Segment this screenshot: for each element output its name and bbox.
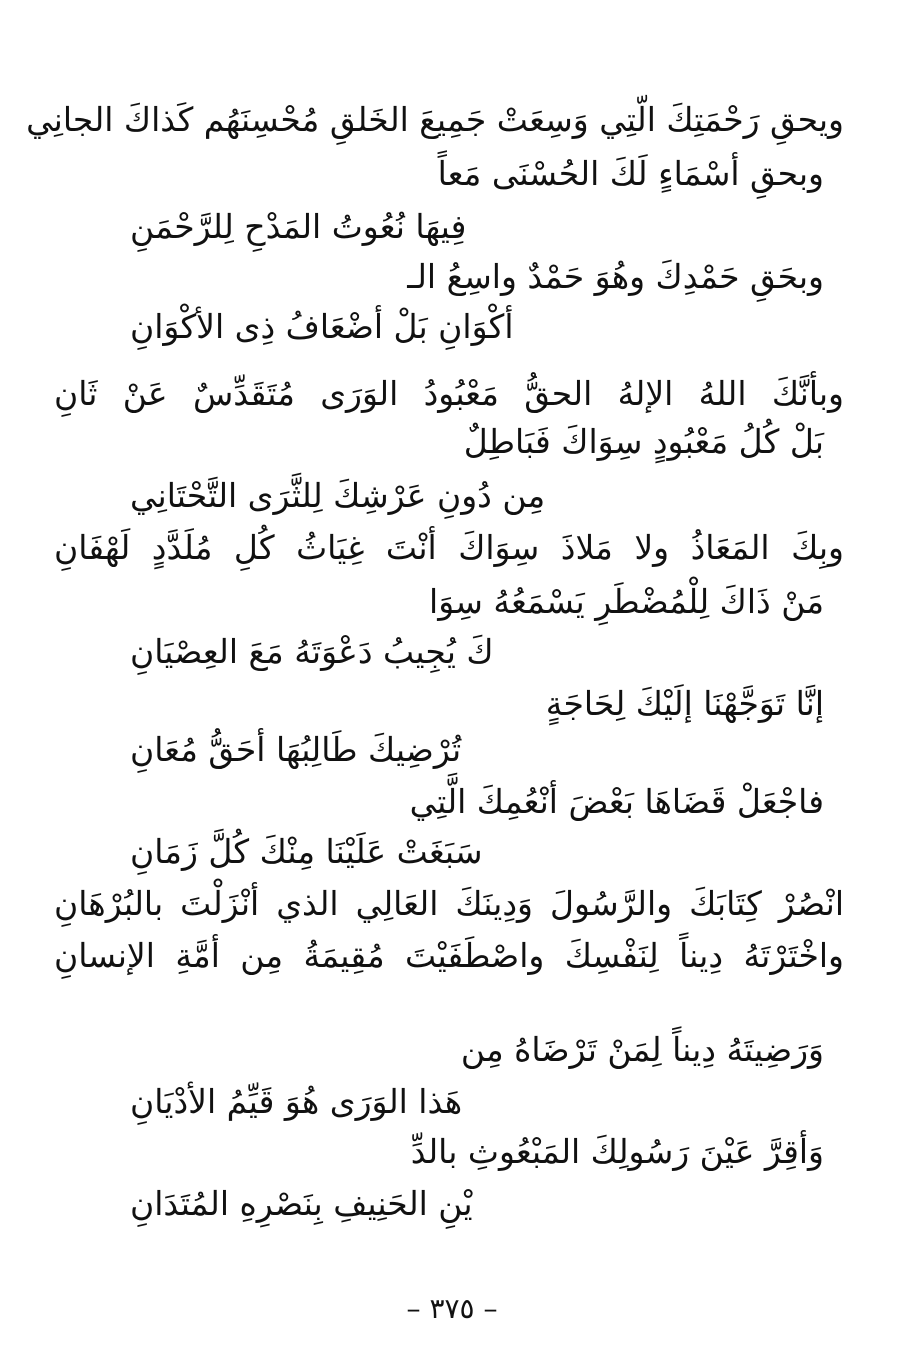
verse-line-5: أكْوَانِ بَلْ أضْعَافُ ذِى الأكْوَانِ — [130, 307, 514, 346]
verse-line-7: بَلْ كُلُ مَعْبُودٍ سِوَاكَ فَبَاطِلٌ — [463, 422, 824, 461]
verse-line-15: سَبَغَتْ عَلَيْنَا مِنْكَ كُلَّ زَمَانِ — [130, 832, 483, 871]
verse-line-13: تُرْضِيكَ طَالِبُهَا أحَقُّ مُعَانِ — [130, 730, 462, 769]
verse-line-6: وبأنَّكَ اللهُ الإلهُ الحقُّ مَعْبُودُ الوَرَى مُتَقَدِّسٌ عَنْ ثَانِ — [54, 374, 844, 413]
verse-line-10: مَنْ ذَاكَ لِلْمُضْطَرِ يَسْمَعُهُ سِوَا — [429, 582, 824, 621]
verse-line-8: مِن دُونِ عَرْشِكَ لِلثَّرَى التَّحْتَانِي — [130, 476, 546, 515]
verse-line-12: إنَّا تَوَجَّهْنَا إلَيْكَ لِحَاجَةٍ — [545, 684, 824, 723]
verse-line-21: يْنِ الحَنِيفِ بِنَصْرِهِ المُتَدَانِ — [130, 1184, 473, 1223]
verse-line-3: فِيهَا نُعُوتُ المَدْحِ لِلرَّحْمَنِ — [130, 207, 467, 246]
verse-line-2: وبحقِ أسْمَاءٍ لَكَ الحُسْنَى مَعاً — [437, 154, 824, 193]
verse-line-1: ويحقِ رَحْمَتِكَ الّتِي وَسِعَتْ جَمِيعَ الخَلقِ مُحْسِنَهُم كَذاكَ الجانِي — [26, 100, 844, 139]
verse-line-16: انْصُرْ كِتَابَكَ والرَّسُولَ وَدِينَكَ العَالِي الذي أنْزَلْتَ بالبُرْهَانِ — [54, 884, 844, 923]
page-number: – ٣٧٥ – — [406, 1292, 498, 1325]
verse-line-14: فاجْعَلْ قَضَاهَا بَعْضَ أنْعُمِكَ الَّتِي — [409, 782, 824, 821]
verse-line-11: كَ يُجِيبُ دَعْوَتَهُ مَعَ العِصْيَانِ — [130, 632, 494, 671]
verse-line-20: وَأقِرَّ عَيْنَ رَسُولِكَ المَبْعُوثِ بالدِّ — [410, 1132, 824, 1171]
verse-line-17: واخْتَرْتَهُ دِيناً لِنَفْسِكَ واصْطَفَيْتَ مُقِيمَةُ مِن أمَّةِ الإنسانِ — [54, 936, 844, 975]
verse-line-4: وبحَقِ حَمْدِكَ وهُوَ حَمْدٌ واسِعُ الـ — [407, 257, 824, 296]
verse-line-18: وَرَضِيتَهُ دِيناً لِمَنْ تَرْضَاهُ مِن — [460, 1030, 824, 1069]
verse-line-9: وبِكَ المَعَاذُ ولا مَلاذَ سِوَاكَ أنْتَ غِيَاثُ كُلِ مُلَدَّدٍ لَهْفَانِ — [54, 528, 844, 567]
verse-line-19: هَذا الوَرَى هُوَ قَيِّمُ الأدْيَانِ — [130, 1082, 463, 1121]
